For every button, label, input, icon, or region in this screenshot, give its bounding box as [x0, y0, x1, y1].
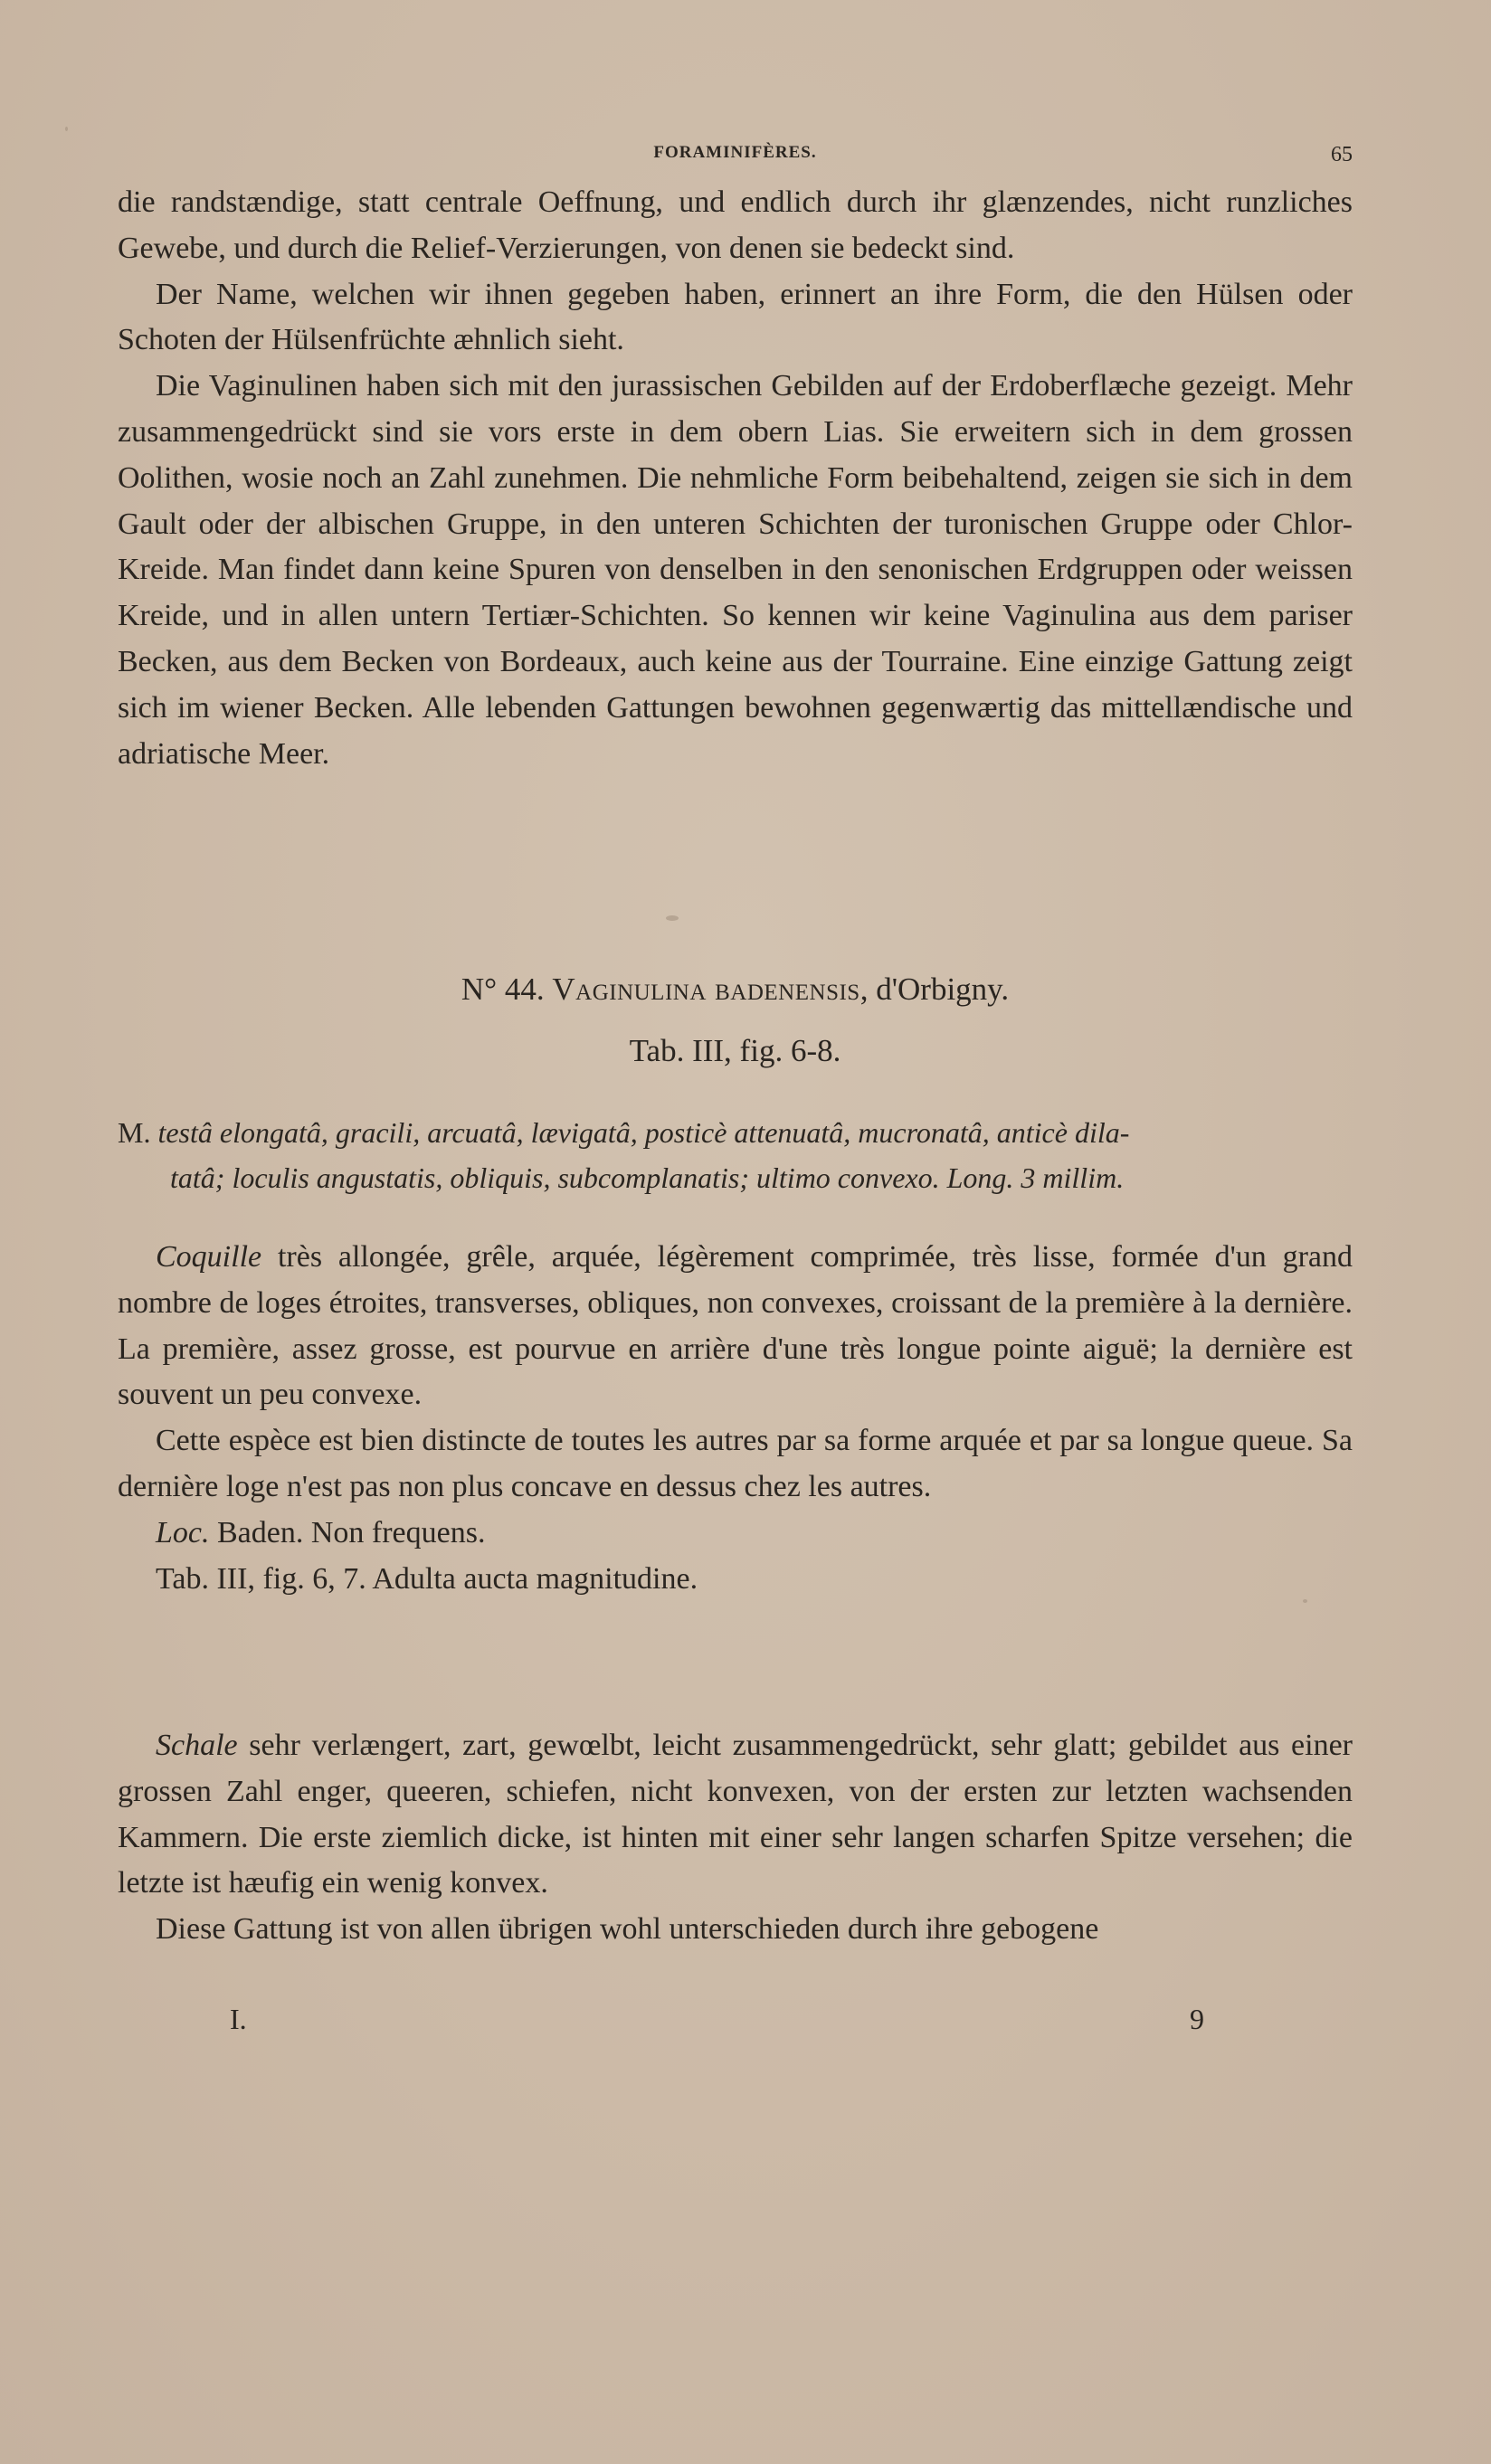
page-header [118, 143, 1353, 170]
paper-speck [1303, 1599, 1307, 1603]
german-paragraph-2: Diese Gattung ist von allen übrigen wohl unterschieden durch ihre gebogene [156, 1912, 1099, 1947]
german-paragraph-1 [118, 1723, 1353, 1907]
species-author: , d'Orbigny. [859, 971, 1010, 1007]
french-paragraph-1 [118, 1235, 1353, 1418]
sheet-number: 9 [1190, 2003, 1204, 2035]
plate-reference: Tab. III, fig. 6-8. [629, 1033, 841, 1068]
german-description [118, 1723, 1353, 1953]
species-number: N° 44. [461, 971, 545, 1007]
signature-mark: I. [230, 2003, 247, 2035]
figure-note: Tab. III, fig. 6, 7. Adulta aucta magnitudine. [156, 1561, 698, 1596]
diagnosis-line-1 [118, 1110, 1353, 1155]
intro-text [118, 180, 1353, 777]
intro-paragraph-1: die randstændige, statt centrale Oeffnung, und endlich durch ihr glænzendes, nicht runzliches Gewebe, und durch die Relief-Verzierungen, von denen sie bedeckt sind. [118, 185, 1353, 265]
diagnosis-lead: M. [118, 1116, 151, 1149]
latin-diagnosis [118, 1110, 1353, 1200]
locality-label: Loc. [156, 1515, 210, 1549]
running-title: FORAMINIFÈRES. [653, 143, 817, 162]
intro-paragraph-2: Der Name, welchen wir ihnen gegeben haben, erinnert an ihre Form, die den Hülsen oder Schoten der Hülsenfrüchte æhnlich sieht. [118, 277, 1353, 357]
french-locality [118, 1511, 1353, 1557]
paper-speck [666, 915, 679, 921]
french-description [118, 1235, 1353, 1602]
species-heading [118, 971, 1353, 1008]
german-term: Schale [156, 1729, 238, 1762]
page-footer [118, 2003, 1353, 2039]
species-name: Vaginulina badenensis [552, 971, 860, 1007]
locality-text: Baden. Non frequens. [209, 1515, 486, 1549]
german-description-text: sehr verlængert, zart, gewœlbt, leicht zusammengedrückt, sehr glatt; gebildet aus einer grossen Zahl enger, queeren, schiefen, nicht konvexen, von der ersten zur letzten wachsenden Kammern. Die erste ziemlich dicke, ist hinten mit einer sehr langen scharfen Spitze versehen; die letzte ist hæufig ein wenig konvex. [118, 1729, 1353, 1900]
french-paragraph-2: Cette espèce est bien distincte de toutes les autres par sa forme arquée et par sa longue queue. Sa dernière loge n'est pas non plus concave en dessus chez les autres. [118, 1424, 1353, 1503]
diagnosis-line-2: tatâ; loculis angustatis, obliquis, subcomplanatis; ultimo convexo. Long. 3 millim. [170, 1161, 1125, 1194]
french-term: Coquille [156, 1240, 262, 1274]
french-description-text: très allongée, grêle, arquée, légèrement comprimée, très lisse, formée d'un grand nombre de loges étroites, transverses, obliques, non convexes, croissant de la première à la dernière. La première, assez grosse, est pourvue en arrière d'une très longue pointe aiguë; la dernière est souvent un peu convexe. [118, 1240, 1353, 1412]
diagnosis-text-1: testâ elongatâ, gracili, arcuatâ, lævigatâ, posticè attenuatâ, mucronatâ, anticè dila- [157, 1116, 1130, 1149]
page-number: 65 [1331, 143, 1353, 166]
intro-paragraph-3: Die Vaginulinen haben sich mit den jurassischen Gebilden auf der Erdoberflæche gezeigt. Mehr zusammengedrückt sind sie vors erste in dem obern Lias. Sie erweitern sich in dem grossen Oolithen, wosie noch an Zahl zunehmen. Die nehmliche Form beibehaltend, zeigen sie sich in dem Gault oder der albischen Gruppe, in den unteren Schichten der turonischen Gruppe oder Chlor-Kreide. Man findet dann keine Spuren von denselben in den senonischen Erdgruppen oder weissen Kreide, und in allen untern Tertiær-Schichten. So kennen wir keine Vaginulina aus dem pariser Becken, aus dem Becken von Bordeaux, auch keine aus der Tourraine. Eine einzige Gattung zeigt sich im wiener Becken. Alle lebenden Gattungen bewohnen gegenwærtig das mittellændische und adriatische Meer. [118, 369, 1353, 771]
paper-speck [65, 127, 68, 131]
